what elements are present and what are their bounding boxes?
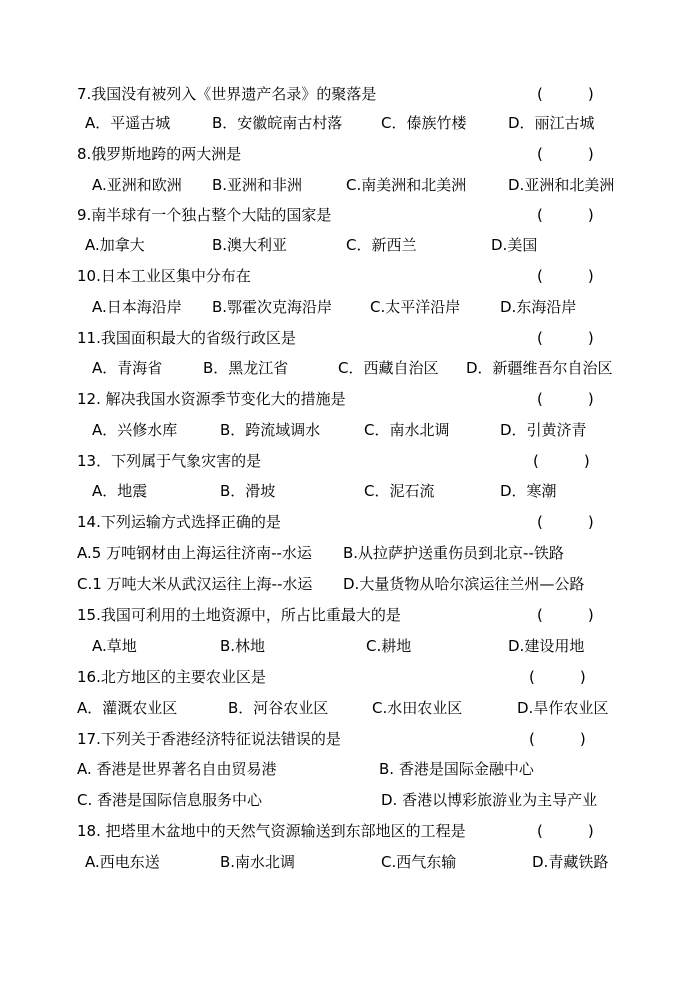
option-b: B.从拉萨护送重伤员到北京--铁路 <box>343 544 564 562</box>
option-d: D.青藏铁路 <box>532 853 609 871</box>
question-stem <box>0 265 696 287</box>
question-stem <box>0 728 696 750</box>
stem-text: 17.下列关于香港经济特征说法错误的是 <box>77 730 341 748</box>
question-stem <box>0 327 696 349</box>
stem-text: 15.我国可利用的土地资源中，所占比重最大的是 <box>77 606 401 624</box>
stem-text: 11.我国面积最大的省级行政区是 <box>77 329 296 347</box>
options-row <box>0 480 696 502</box>
options-row <box>0 573 696 595</box>
option-b: B.澳大利亚 <box>212 236 288 254</box>
option-d: D．新疆维吾尔自治区 <box>466 359 613 377</box>
option-c: C．新西兰 <box>346 236 417 254</box>
options-row <box>0 758 696 780</box>
option-a: A.亚洲和欧洲 <box>92 176 182 194</box>
stem-text: 14.下列运输方式选择正确的是 <box>77 513 281 531</box>
answer-bracket: ( ) <box>537 206 594 224</box>
question-stem <box>0 83 696 105</box>
option-d: D．丽江古城 <box>508 114 595 132</box>
answer-bracket: ( ) <box>537 329 594 347</box>
options-row <box>0 635 696 657</box>
option-d: D.旱作农业区 <box>517 699 609 717</box>
answer-bracket: ( ) <box>533 452 590 470</box>
option-b: B.鄂霍次克海沿岸 <box>212 298 333 316</box>
options-row <box>0 174 696 196</box>
option-a: A．平遥古城 <box>85 114 171 132</box>
question-stem <box>0 388 696 410</box>
options-row <box>0 851 696 873</box>
answer-bracket: ( ) <box>537 145 594 163</box>
option-a: A.日本海沿岸 <box>92 298 182 316</box>
options-row <box>0 234 696 256</box>
options-row <box>0 357 696 379</box>
answer-bracket: ( ) <box>529 730 586 748</box>
options-row <box>0 542 696 564</box>
question-stem <box>0 666 696 688</box>
answer-bracket: ( ) <box>537 513 594 531</box>
option-b: B．河谷农业区 <box>228 699 329 717</box>
options-row <box>0 789 696 811</box>
question-stem <box>0 204 696 226</box>
option-a: A．兴修水库 <box>92 421 178 439</box>
stem-text: 18. 把塔里木盆地中的天然气资源输送到东部地区的工程是 <box>77 822 466 840</box>
option-a: A．灌溉农业区 <box>77 699 178 717</box>
option-b: B.南水北调 <box>220 853 296 871</box>
option-c: C．泥石流 <box>364 482 435 500</box>
options-row <box>0 112 696 134</box>
question-stem <box>0 450 696 472</box>
question-stem <box>0 820 696 842</box>
option-c: C.太平洋沿岸 <box>370 298 461 316</box>
answer-bracket: ( ) <box>537 267 594 285</box>
option-a: A．青海省 <box>92 359 163 377</box>
option-c: C．傣族竹楼 <box>381 114 467 132</box>
stem-text: 13．下列属于气象灾害的是 <box>77 452 262 470</box>
stem-text: 8.俄罗斯地跨的两大洲是 <box>77 145 242 163</box>
option-c: C．西藏自治区 <box>338 359 439 377</box>
option-d: D.东海沿岸 <box>500 298 577 316</box>
option-b: B．黑龙江省 <box>203 359 289 377</box>
option-b: B．跨流域调水 <box>220 421 321 439</box>
option-c: C．南水北调 <box>364 421 450 439</box>
answer-bracket: ( ) <box>537 822 594 840</box>
option-d: D．寒潮 <box>500 482 557 500</box>
option-a: A．地震 <box>92 482 148 500</box>
option-c: C. 香港是国际信息服务中心 <box>77 791 263 809</box>
question-stem <box>0 143 696 165</box>
option-d: D.大量货物从哈尔滨运往兰州—公路 <box>343 575 585 593</box>
option-d: D.亚洲和北美洲 <box>508 176 615 194</box>
option-c: C.西气东输 <box>381 853 457 871</box>
option-c: C.南美洲和北美洲 <box>346 176 467 194</box>
options-row <box>0 296 696 318</box>
stem-text: 16.北方地区的主要农业区是 <box>77 668 266 686</box>
option-b: B．安徽皖南古村落 <box>212 114 343 132</box>
answer-bracket: ( ) <box>537 85 594 103</box>
option-a: A.草地 <box>92 637 137 655</box>
stem-text: 12. 解决我国水资源季节变化大的措施是 <box>77 390 346 408</box>
question-stem <box>0 511 696 533</box>
options-row <box>0 697 696 719</box>
answer-bracket: ( ) <box>537 390 594 408</box>
option-c: C.1 万吨大米从武汉运往上海--水运 <box>77 575 313 593</box>
answer-bracket: ( ) <box>537 606 594 624</box>
option-b: B.林地 <box>220 637 266 655</box>
question-stem <box>0 604 696 626</box>
option-b: B.亚洲和非洲 <box>212 176 303 194</box>
stem-text: 10.日本工业区集中分布在 <box>77 267 251 285</box>
option-a: A.西电东送 <box>85 853 160 871</box>
option-a: A. 香港是世界著名自由贸易港 <box>77 760 277 778</box>
option-d: D.建设用地 <box>508 637 585 655</box>
option-a: A.加拿大 <box>85 236 145 254</box>
option-b: B. 香港是国际金融中心 <box>379 760 534 778</box>
stem-text: 7.我国没有被列入《世界遗产名录》的聚落是 <box>77 85 377 103</box>
option-a: A.5 万吨钢材由上海运往济南--水运 <box>77 544 312 562</box>
option-d: D．引黄济青 <box>500 421 587 439</box>
option-c: C.耕地 <box>366 637 412 655</box>
option-c: C.水田农业区 <box>372 699 463 717</box>
option-b: B．滑坡 <box>220 482 276 500</box>
answer-bracket: ( ) <box>529 668 586 686</box>
option-d: D.美国 <box>491 236 538 254</box>
options-row <box>0 419 696 441</box>
stem-text: 9.南半球有一个独占整个大陆的国家是 <box>77 206 332 224</box>
option-d: D. 香港以博彩旅游业为主导产业 <box>381 791 598 809</box>
